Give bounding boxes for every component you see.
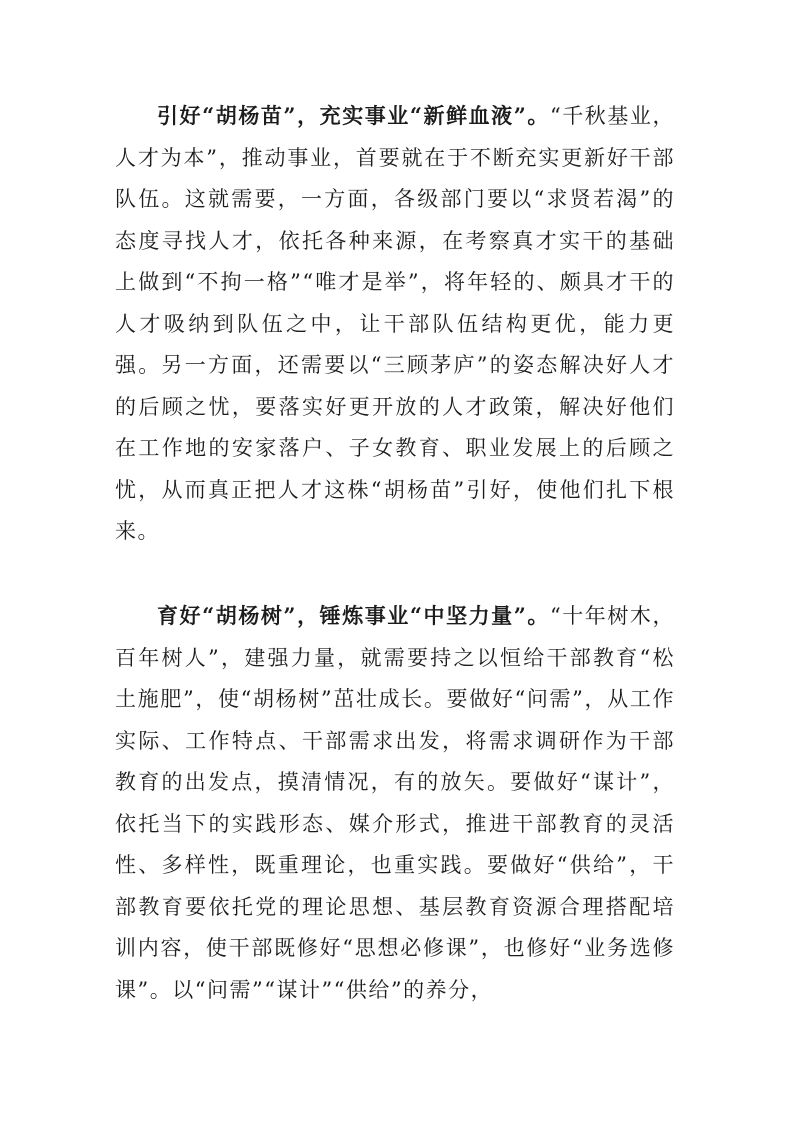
paragraph-lead-heading: 引好“胡杨苗”，充实事业“新鲜血液”。 [157, 103, 550, 128]
paragraph-body: “十年树木，百年树人”，建强力量，就需要持之以恒给干部教育“松土施肥”，使“胡杨树”茁壮成长。要做好“问需”，从工作实际、工作特点、干部需求出发，将需求调研作为干部教育的出发点，摸清情况，有的放矢。要做好“谋计”，依托当下的实践形态、媒介形式，推进干部教育的灵活性、多样性，既重理论，也重实践。要做好“供给”，干部教育要依托党的理论思想、基层教育资源合理搭配培训内容，使干部既修好“思想必修课”，也修好“业务选修课”。以“问需”“谋计”“供给”的养分， [115, 604, 675, 1002]
paragraph-cadre-training [115, 595, 675, 1011]
paragraph-talent-recruitment [115, 95, 675, 553]
paragraph-body: “千秋基业，人才为本”，推动事业，首要就在于不断充实更新好干部队伍。这就需要，一方面，各级部门要以“求贤若渴”的态度寻找人才，依托各种来源，在考察真才实干的基础上做到“不拘一格”“唯才是举”，将年轻的、颇具才干的人才吸纳到队伍之中，让干部队伍结构更优，能力更强。另一方面，还需要以“三顾茅庐”的姿态解决好人才的后顾之忧，要落实好更开放的人才政策，解决好他们在工作地的安家落户、子女教育、职业发展上的后顾之忧，从而真正把人才这株“胡杨苗”引好，使他们扎下根来。 [115, 104, 675, 543]
paragraph-lead-heading: 育好“胡杨树”，锤炼事业“中坚力量”。 [157, 603, 550, 628]
paragraph-text [115, 95, 675, 553]
paragraph-text [115, 595, 675, 1011]
